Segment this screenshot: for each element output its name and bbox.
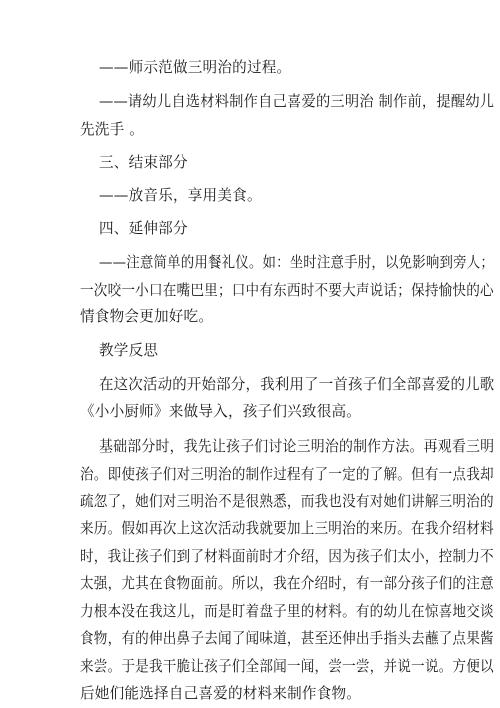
text-line: ——师示范做三明治的过程。	[99, 59, 292, 76]
text-line: 《小小厨师》来做导入，孩子们兴致很高。	[80, 403, 362, 420]
text-line: 太强，尤其在食物面前。所以，我在介绍时，有一部分孩子们的注意	[80, 575, 494, 592]
text-line: 先洗手 。	[80, 121, 145, 138]
text-line: 治。即使孩子们对三明治的制作过程有了一定的了解。但有一点我却	[80, 466, 494, 483]
section-heading: 四、延伸部分	[99, 220, 188, 237]
section-heading: 三、结束部分	[99, 154, 188, 171]
text-line: ——放音乐，享用美食。	[99, 187, 262, 204]
text-line: 基础部分时，我先让孩子们讨论三明治的制作方法。再观看三明	[99, 438, 495, 455]
text-line: 力根本没在我这儿，而是盯着盘子里的材料。有的幼儿在惊喜地交谈	[80, 603, 494, 620]
text-line: 来历。假如再次上这次活动我就要加上三明治的来历。在我介绍材料	[80, 520, 494, 537]
text-line: 在这次活动的开始部分，我利用了一首孩子们全部喜爱的儿歌	[99, 376, 495, 393]
text-line: 情食物会更加好吃。	[80, 308, 214, 325]
text-line: ——请幼儿自选材料制作自己喜爱的三明治 制作前，提醒幼儿	[99, 93, 495, 110]
text-line: 疏忽了，她们对三明治不是很熟悉，而我也没有对她们讲解三明治的	[80, 493, 494, 510]
text-line: 来尝。于是我干脆让孩子们全部闻一闻，尝一尝，并说一说。方便以	[80, 658, 494, 675]
text-line: ——注意简单的用餐礼仪。如：坐时注意手肘，以免影响到旁人；	[99, 254, 495, 271]
text-line: 食物，有的伸出鼻子去闻了闻味道，甚至还伸出手指头去蘸了点果酱	[80, 630, 494, 647]
text-line: 时，我让孩子们到了材料面前时才介绍，因为孩子们太小，控制力不	[80, 548, 494, 565]
text-line: 后她们能选择自己喜爱的材料来制作食物。	[80, 685, 362, 702]
reflection-heading: 教学反思	[99, 342, 159, 359]
text-line: 一次咬一小口在嘴巴里；口中有东西时不要大声说话；保持愉快的心	[80, 282, 494, 299]
